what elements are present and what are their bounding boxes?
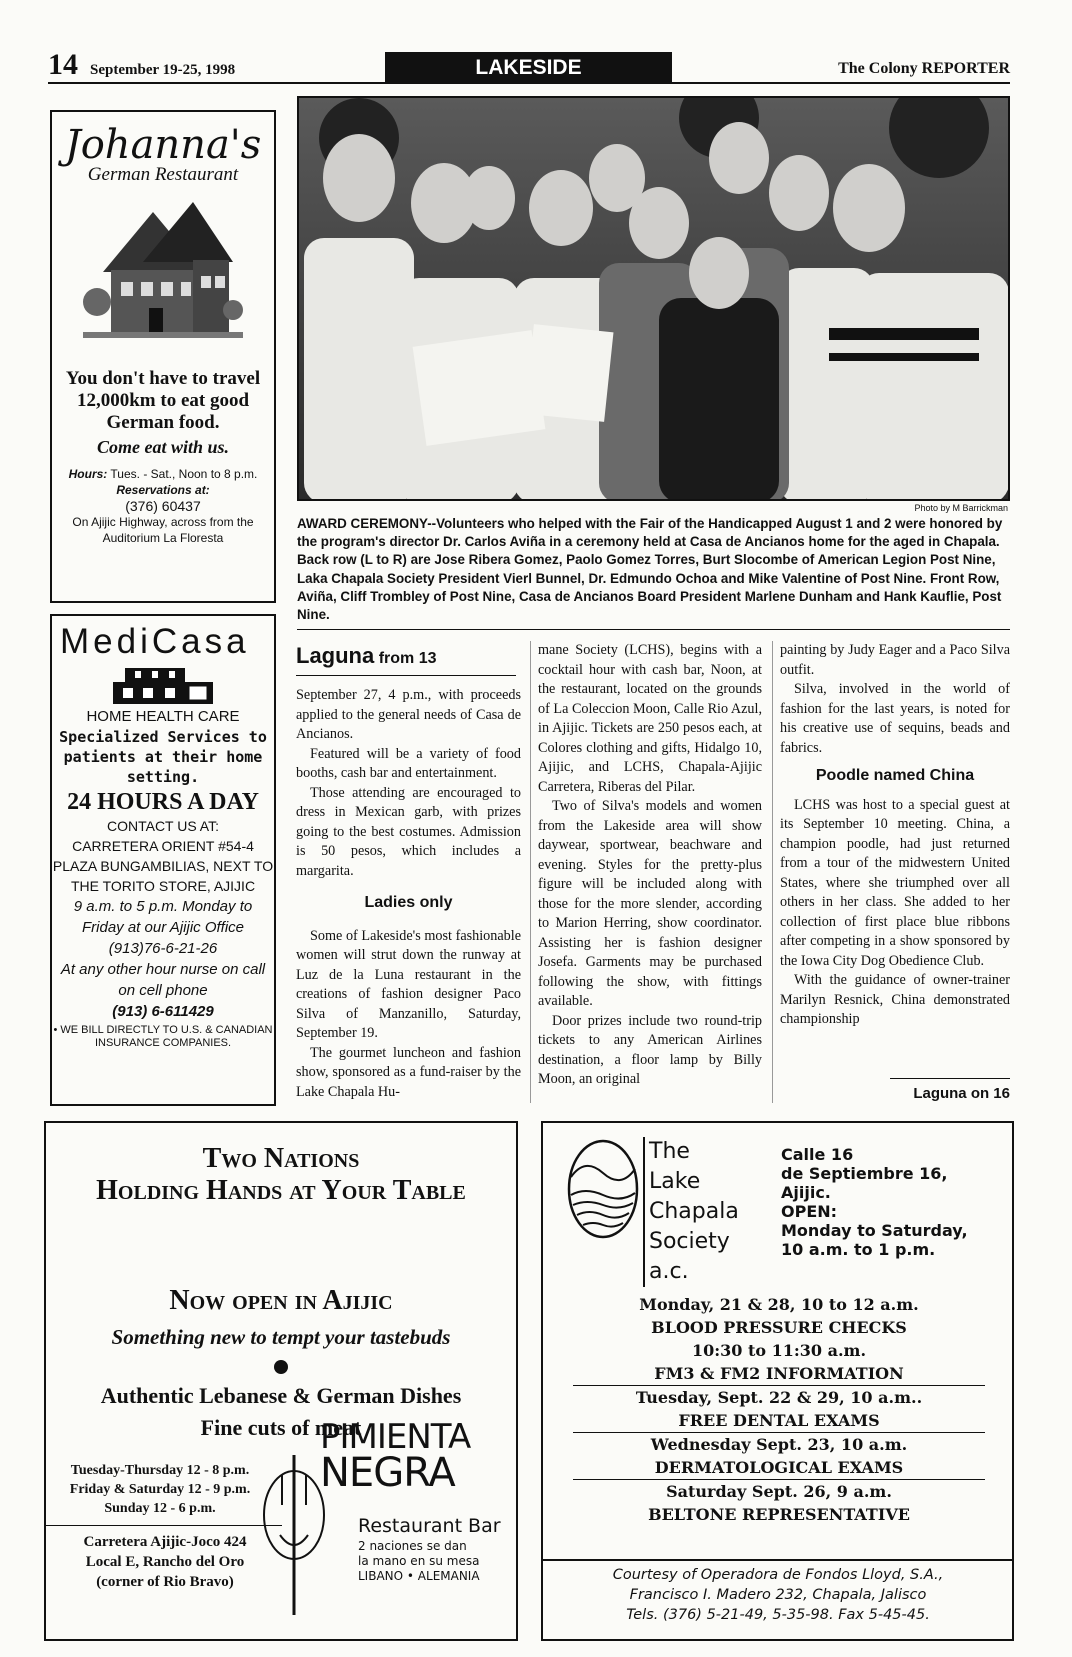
medicasa-service: HOME HEALTH CARE: [86, 708, 240, 725]
hours-label: Hours:: [68, 467, 108, 481]
address-line: Carretera Ajijic-Joco 424: [83, 1534, 247, 1550]
jump-to-link: Laguna on 16: [913, 1085, 1010, 1102]
schedule-line: DERMATOLOGICAL EXAMS: [573, 1456, 985, 1480]
name-line: a.c.: [649, 1259, 689, 1284]
paragraph: Featured will be a variety of food booths, cash bar and entertainment.: [296, 745, 521, 781]
address-line: (corner of Rio Bravo): [96, 1574, 234, 1590]
fork-knife-emblem-icon: [260, 1435, 328, 1623]
paragraph: With the guidance of owner-trainer Marilyn Resnick, China demonstrated championship: [780, 972, 1010, 1027]
reservations-label: Reservations at:: [116, 483, 210, 497]
house-icon: [103, 666, 223, 706]
schedule-line: Saturday Sept. 26, 9 a.m.: [666, 1482, 892, 1501]
schedule-line: FM3 & FM2 INFORMATION: [573, 1362, 985, 1386]
johanna-tagline: You don't have to travel 12,000km to eat good German food.: [65, 368, 261, 433]
paragraph: September 27, 4 p.m., with proceeds applied to the general needs of Casa de Ancianos.: [296, 687, 521, 742]
address-line: de Septiembre 16,: [781, 1164, 948, 1183]
hours-line: Friday & Saturday 12 - 9 p.m.: [69, 1482, 251, 1497]
logo-small-line: LIBANO • ALEMANIA: [358, 1569, 480, 1583]
courtesy-line: Tels. (376) 5-21-49, 5-35-98. Fax 5-45-45.: [626, 1607, 930, 1623]
lake-chapala-society-ad: [541, 1121, 1014, 1641]
paragraph: The gourmet luncheon and fashion show, sponsored as a fund-raiser by the Lake Chapala Hu-: [296, 1044, 521, 1100]
logo-restaurant-bar: Restaurant Bar: [358, 1515, 501, 1537]
article-column-3: [780, 641, 1010, 1030]
address-line: 10 a.m. to 1 p.m.: [781, 1240, 936, 1259]
paragraph: painting by Judy Eager and a Paco Silva outfit.: [780, 642, 1010, 678]
jump-title: Laguna: [296, 643, 375, 668]
logo-small-text: [358, 1539, 480, 1584]
medicasa-24-hours: 24 HOURS A DAY: [67, 789, 259, 815]
article-column-1: [296, 686, 521, 1102]
medicasa-billing: • WE BILL DIRECTLY TO U.S. & CANADIAN INSURANCE COMPANIES.: [53, 1024, 273, 1049]
paragraph: Door prizes include two round-trip tickets to any American Airlines destination, a floor lamp by Billy Moon, an original: [538, 1012, 762, 1087]
johanna-hours: [52, 466, 274, 482]
hours-line: Sunday 12 - 6 p.m.: [104, 1501, 216, 1516]
ad-divider: [46, 1525, 282, 1526]
society-name: [643, 1137, 739, 1287]
article-column-2: [538, 641, 762, 1090]
address-line: Monday to Saturday,: [781, 1221, 968, 1240]
medicasa-office-hours: 9 a.m. to 5 p.m. Monday to Friday at our Ajijic Office (913)76-6-21-26: [73, 898, 253, 957]
meat-line: Fine cuts of meat: [200, 1415, 362, 1440]
courtesy-line: Courtesy of Operadora de Fondos Lloyd, S.A.,: [612, 1567, 944, 1583]
medicasa-contact: CONTACT US AT:: [106, 818, 219, 834]
issue-date: September 19-25, 1998: [90, 62, 236, 78]
column-divider: [772, 641, 773, 1103]
medicasa-logo: MediCasa: [60, 622, 250, 661]
bullet-dot: [274, 1360, 288, 1374]
logo-small-line: 2 naciones se dan: [358, 1539, 467, 1553]
house-illustration: [83, 192, 243, 352]
paragraph: Those attending are encouraged to dress in Mexican garb, with prizes going to the best costumes. Admission is 50 pesos, which includes a margarita.: [296, 784, 521, 879]
header-rule: [48, 82, 1010, 84]
column-divider: [530, 641, 531, 1103]
address-line: OPEN:: [781, 1202, 838, 1221]
ad-headline-1: Two Nations: [202, 1143, 360, 1174]
paragraph: Some of Lakeside's most fashionable women will strut down the runway at Luz de la Luna restaurant in the creations of fashion designer Paco Silva of Manzanillo, Saturday, September 19.: [296, 927, 521, 1041]
address-line: Ajijic.: [781, 1183, 831, 1202]
logo-line: PIMIENTA: [320, 1417, 471, 1457]
schedule-line: Monday, 21 & 28, 10 to 12 a.m.: [639, 1295, 919, 1314]
logo-small-line: la mano en su mesa: [358, 1554, 480, 1568]
name-line: The: [649, 1139, 690, 1164]
pimienta-negra-logo: [320, 1417, 471, 1496]
restaurant-hours: [60, 1461, 260, 1518]
photo-caption: AWARD CEREMONY--Volunteers who helped with the Fair of the Handicapped August 1 and 2 were honored by the program's director Dr. Carlos Aviña in a ceremony held at Casa de Ancianos home for the aged in Chapala. Back row (L to R) are Jose Ribera Gomez, Paolo Gomez Torres, Burt Slocombe of American Legion Post Nine, Laka Chapala Society President Vierl Bunnel, Dr. Edmundo Ochoa and Mike Valentine of Post Nine. Front Row, Aviña, Cliff Trombley of Post Nine, Casa de Ancianos Board President Marlene Dunham and Hank Kauflie, Post Nine.: [297, 516, 1003, 623]
caption-rule: [297, 629, 1010, 630]
lake-logo-icon: [565, 1137, 641, 1241]
schedule-line: Tuesday, Sept. 22 & 29, 10 a.m..: [635, 1388, 923, 1407]
publication-name: The Colony REPORTER: [838, 60, 1010, 77]
medicasa-cell: (913) 6-611429: [112, 1003, 214, 1020]
name-line: Lake: [649, 1169, 701, 1194]
jump-from-page: from 13: [378, 650, 437, 667]
paragraph: Silva, involved in the world of fashion for the last years, is noted for his creative use of sequins, beads and fabrics.: [780, 681, 1010, 756]
medicasa-ad: [50, 614, 276, 1106]
jump-from-head: [296, 643, 436, 669]
subhead-ladies-only: Ladies only: [364, 894, 453, 911]
name-line: Society: [649, 1229, 730, 1254]
medicasa-address: CARRETERA ORIENT #54-4 PLAZA BUNGAMBILIAS, NEXT TO THE TORITO STORE, AJIJIC: [52, 838, 274, 894]
medicasa-other-hours: At any other hour nurse on call on cell phone: [60, 961, 266, 999]
restaurant-address: [60, 1532, 270, 1592]
name-line: Chapala: [649, 1199, 739, 1224]
hours-line: Tuesday-Thursday 12 - 8 p.m.: [70, 1463, 250, 1478]
photo-credit: Photo by M Barrickman: [914, 503, 1008, 513]
ad-tagline: Something new to tempt your tastebuds: [111, 1325, 451, 1349]
jump-to-rule: [890, 1078, 1010, 1079]
johanna-ad: [50, 110, 276, 603]
courtesy-text: [553, 1565, 1003, 1625]
page-number: 14: [48, 48, 78, 81]
courtesy-line: Francisco I. Madero 232, Chapala, Jalisco: [629, 1587, 927, 1603]
logo-line: NEGRA: [320, 1450, 455, 1496]
johanna-subtitle: German Restaurant: [87, 164, 239, 185]
jump-rule: [296, 675, 516, 676]
schedule-line: FREE DENTAL EXAMS: [573, 1409, 985, 1433]
group-photo-image: [299, 98, 1010, 501]
schedule-line: BELTONE REPRESENTATIVE: [648, 1505, 910, 1524]
paragraph: Two of Silva's models and women from the Lakeside area will show daywear, sportwear, beachware and evening. Styles for the pretty-plus figure will be included along with those for the more slender, according to Marion Herring, show coordinator. Assisting her is fashion designer Josefa. Garments may be purchased following the show, with fittings available.: [538, 798, 762, 1009]
pimienta-negra-ad: [44, 1121, 518, 1641]
subhead-poodle: Poodle named China: [815, 767, 975, 784]
hours-value: Tues. - Sat., Noon to 8 p.m.: [110, 467, 258, 481]
ad-headline-2: Holding Hands at Your Table: [96, 1175, 466, 1206]
ad-divider: [543, 1559, 1012, 1561]
dishes-line: Authentic Lebanese & German Dishes: [100, 1383, 462, 1408]
now-open: Now open in Ajijic: [169, 1285, 393, 1316]
award-ceremony-photo: [297, 96, 1010, 501]
schedule-line: BLOOD PRESSURE CHECKS: [651, 1318, 907, 1337]
society-address: [781, 1145, 968, 1259]
schedule-line: 10:30 to 11:30 a.m.: [691, 1341, 867, 1360]
address-line: Calle 16: [781, 1145, 854, 1164]
society-schedule: [573, 1293, 985, 1526]
section-label: LAKESIDE: [385, 52, 672, 84]
schedule-line: Wednesday Sept. 23, 10 a.m.: [650, 1435, 908, 1454]
johanna-location: On Ajijic Highway, across from the Auditorium La Floresta: [72, 515, 254, 545]
johanna-logo: Johanna's: [64, 122, 262, 168]
address-line: Local E, Rancho del Oro: [85, 1554, 245, 1570]
paragraph: mane Society (LCHS), begins with a cocktail hour with cash bar, Noon, at the restaurant, located on the grounds of La Coleccion Moon, Calle Rio Azul, in Ajijic. Tickets are 250 pesos each, at Colores clothing and gifts, Hidalgo 10, Ajijic, and LCHS, Chapala-Ajijic Carretera, Riberas del Pilar.: [538, 642, 762, 795]
johanna-come-eat: Come eat with us.: [96, 437, 230, 457]
medicasa-specialized: Specialized Services to patients at their home setting.: [59, 728, 267, 786]
johanna-phone: (376) 60437: [125, 498, 201, 514]
paragraph: LCHS was host to a special guest at its September 10 meeting. China, a champion poodle, had just returned from a tour of the midwestern United States, where she triumphed over all others in her class. She added to her collection of first place blue ribbons after competing in a show sponsored by the Iowa City Dog Obedience Club.: [780, 796, 1010, 969]
